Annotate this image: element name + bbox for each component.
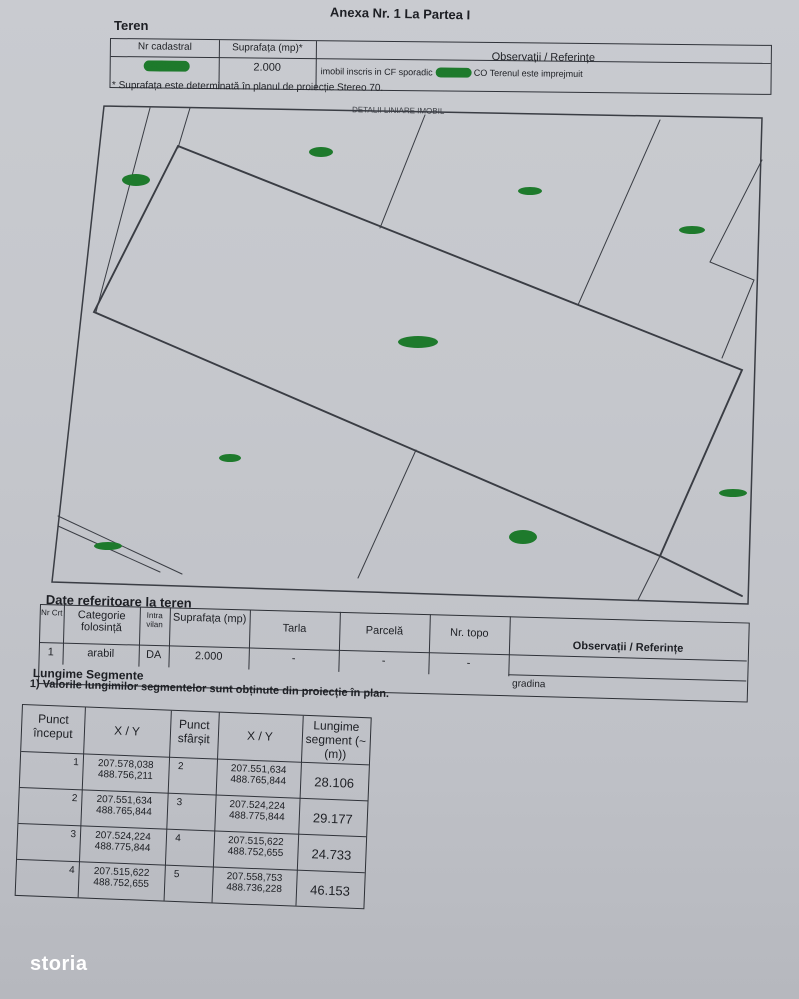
row-nr-topo: - — [466, 657, 471, 670]
header-categorie: Categorie folosință — [77, 608, 126, 635]
redaction-mark — [509, 530, 537, 544]
coord-y: 488.775,844 — [228, 810, 285, 824]
row-intravilan: DA — [145, 648, 162, 662]
row-observatii: gradina — [511, 678, 546, 691]
coord-y: 488.736,228 — [226, 881, 283, 896]
neighbour-line — [638, 556, 660, 600]
row-nr: 1 — [47, 646, 54, 659]
plan-frame — [52, 106, 762, 604]
row-parcela: - — [381, 654, 386, 668]
suprafata-value: 2.000 — [253, 61, 282, 74]
coord-x: 207.524,224 — [229, 799, 286, 813]
surface-footnote: * Suprafața este determinată în planul de proiecție Stereo 70. — [111, 80, 384, 94]
neighbour-line — [96, 108, 150, 312]
neighbour-line — [710, 160, 762, 262]
neighbour-line — [358, 450, 416, 578]
seg-start-coords — [79, 829, 166, 854]
parcel-extension — [660, 556, 742, 596]
coord-x: 207.515,622 — [93, 865, 150, 880]
seg-start-coords — [78, 865, 165, 890]
redaction-mark: 408279 — [144, 60, 189, 71]
redaction-mark — [518, 187, 542, 195]
coord-x: 207.578,038 — [97, 757, 154, 772]
seg-end-coords — [212, 870, 297, 895]
header-tarla: Tarla — [282, 622, 307, 635]
header-observatii: Observații / Referințe — [572, 639, 684, 655]
seg-start: 1 — [73, 757, 79, 769]
header-nr-crt: Nr Crt — [40, 608, 63, 618]
seg-end: 3 — [176, 797, 183, 809]
observatii-text-start: imobil inscris in CF sporadic — [320, 66, 433, 78]
land-data-title: Date referitoare la teren — [45, 592, 192, 611]
segments-table — [15, 704, 372, 909]
redaction-mark — [94, 542, 122, 550]
main-parcel-outline — [94, 146, 742, 556]
header-xy-start: X / Y — [113, 723, 141, 739]
section-title-teren: Teren — [114, 18, 149, 33]
coord-x: 207.558,753 — [226, 870, 283, 885]
redaction-mark — [398, 336, 438, 348]
seg-start: 3 — [70, 828, 77, 841]
coord-y: 488.752,655 — [93, 876, 150, 891]
header-punct-sfarsit: Punct sfârșit — [177, 717, 211, 747]
observatii-text-end: CO Terenul este imprejmuit — [473, 67, 583, 79]
seg-start: 2 — [71, 792, 78, 805]
segments-title: Lungime Segmente — [32, 666, 144, 683]
seg-length: 28.106 — [314, 774, 355, 791]
seg-start-coords — [81, 793, 168, 818]
header-intravilan: Intra vilan — [146, 610, 163, 630]
storia-watermark: storia — [30, 953, 88, 975]
header-nr-topo: Nr. topo — [449, 626, 489, 640]
coord-x: 207.524,224 — [94, 829, 151, 844]
coord-y: 488.775,844 — [94, 840, 151, 855]
annex-title: Anexa Nr. 1 La Partea I — [329, 4, 471, 23]
header-lungime: Lungime segment (~ (m)) — [305, 718, 367, 762]
neighbour-line — [578, 120, 660, 305]
seg-start-coords — [82, 757, 169, 782]
seg-end-coords — [215, 798, 300, 823]
coord-x: 207.551,634 — [96, 793, 153, 808]
seg-start: 4 — [68, 864, 75, 877]
seg-length: 46.153 — [309, 882, 351, 899]
header-nr-cadastral: Nr cadastral — [137, 41, 192, 53]
coord-y: 488.765,844 — [230, 774, 287, 788]
redaction-mark — [219, 454, 241, 462]
header-parcela: Parcelă — [365, 624, 404, 638]
seg-end-coords — [213, 834, 298, 859]
seg-end: 2 — [177, 761, 184, 773]
plan-title: DETALII LINIARE IMOBIL — [351, 105, 445, 116]
neighbour-line — [710, 262, 754, 358]
coord-x: 207.515,622 — [227, 835, 284, 849]
coord-y: 488.765,844 — [95, 804, 152, 819]
header-xy-end: X / Y — [246, 728, 274, 744]
segments-note: 1) Valorile lungimilor segmentelor sunt obținute din proiecție în plan. — [29, 678, 390, 701]
land-data-table — [37, 604, 747, 722]
redaction-mark — [679, 226, 705, 234]
row-categorie: arabil — [87, 647, 115, 660]
coord-y: 488.756,211 — [97, 768, 153, 783]
neighbour-line — [178, 108, 190, 148]
coord-x: 207.551,634 — [230, 763, 287, 777]
coord-y: 488.752,655 — [227, 846, 284, 860]
redaction-mark — [122, 174, 150, 186]
seg-end-coords — [216, 763, 301, 788]
seg-end: 4 — [174, 832, 181, 845]
seg-length: 29.177 — [312, 810, 353, 827]
row-tarla: - — [291, 652, 296, 665]
row-suprafata: 2.000 — [194, 650, 223, 663]
seg-end: 5 — [173, 868, 180, 881]
header-observatii: Observații / Referințe — [491, 50, 596, 65]
header-suprafata: Suprafața (mp)* — [232, 42, 303, 55]
redaction-mark — [719, 489, 747, 497]
neighbour-line — [380, 115, 425, 228]
seg-length: 24.733 — [311, 846, 352, 863]
redaction-mark — [309, 147, 333, 157]
header-suprafata: Suprafața (mp) — [172, 611, 247, 626]
observatii-redacted: 408279 — [435, 67, 471, 77]
header-punct-inceput: Punct început — [32, 711, 73, 741]
